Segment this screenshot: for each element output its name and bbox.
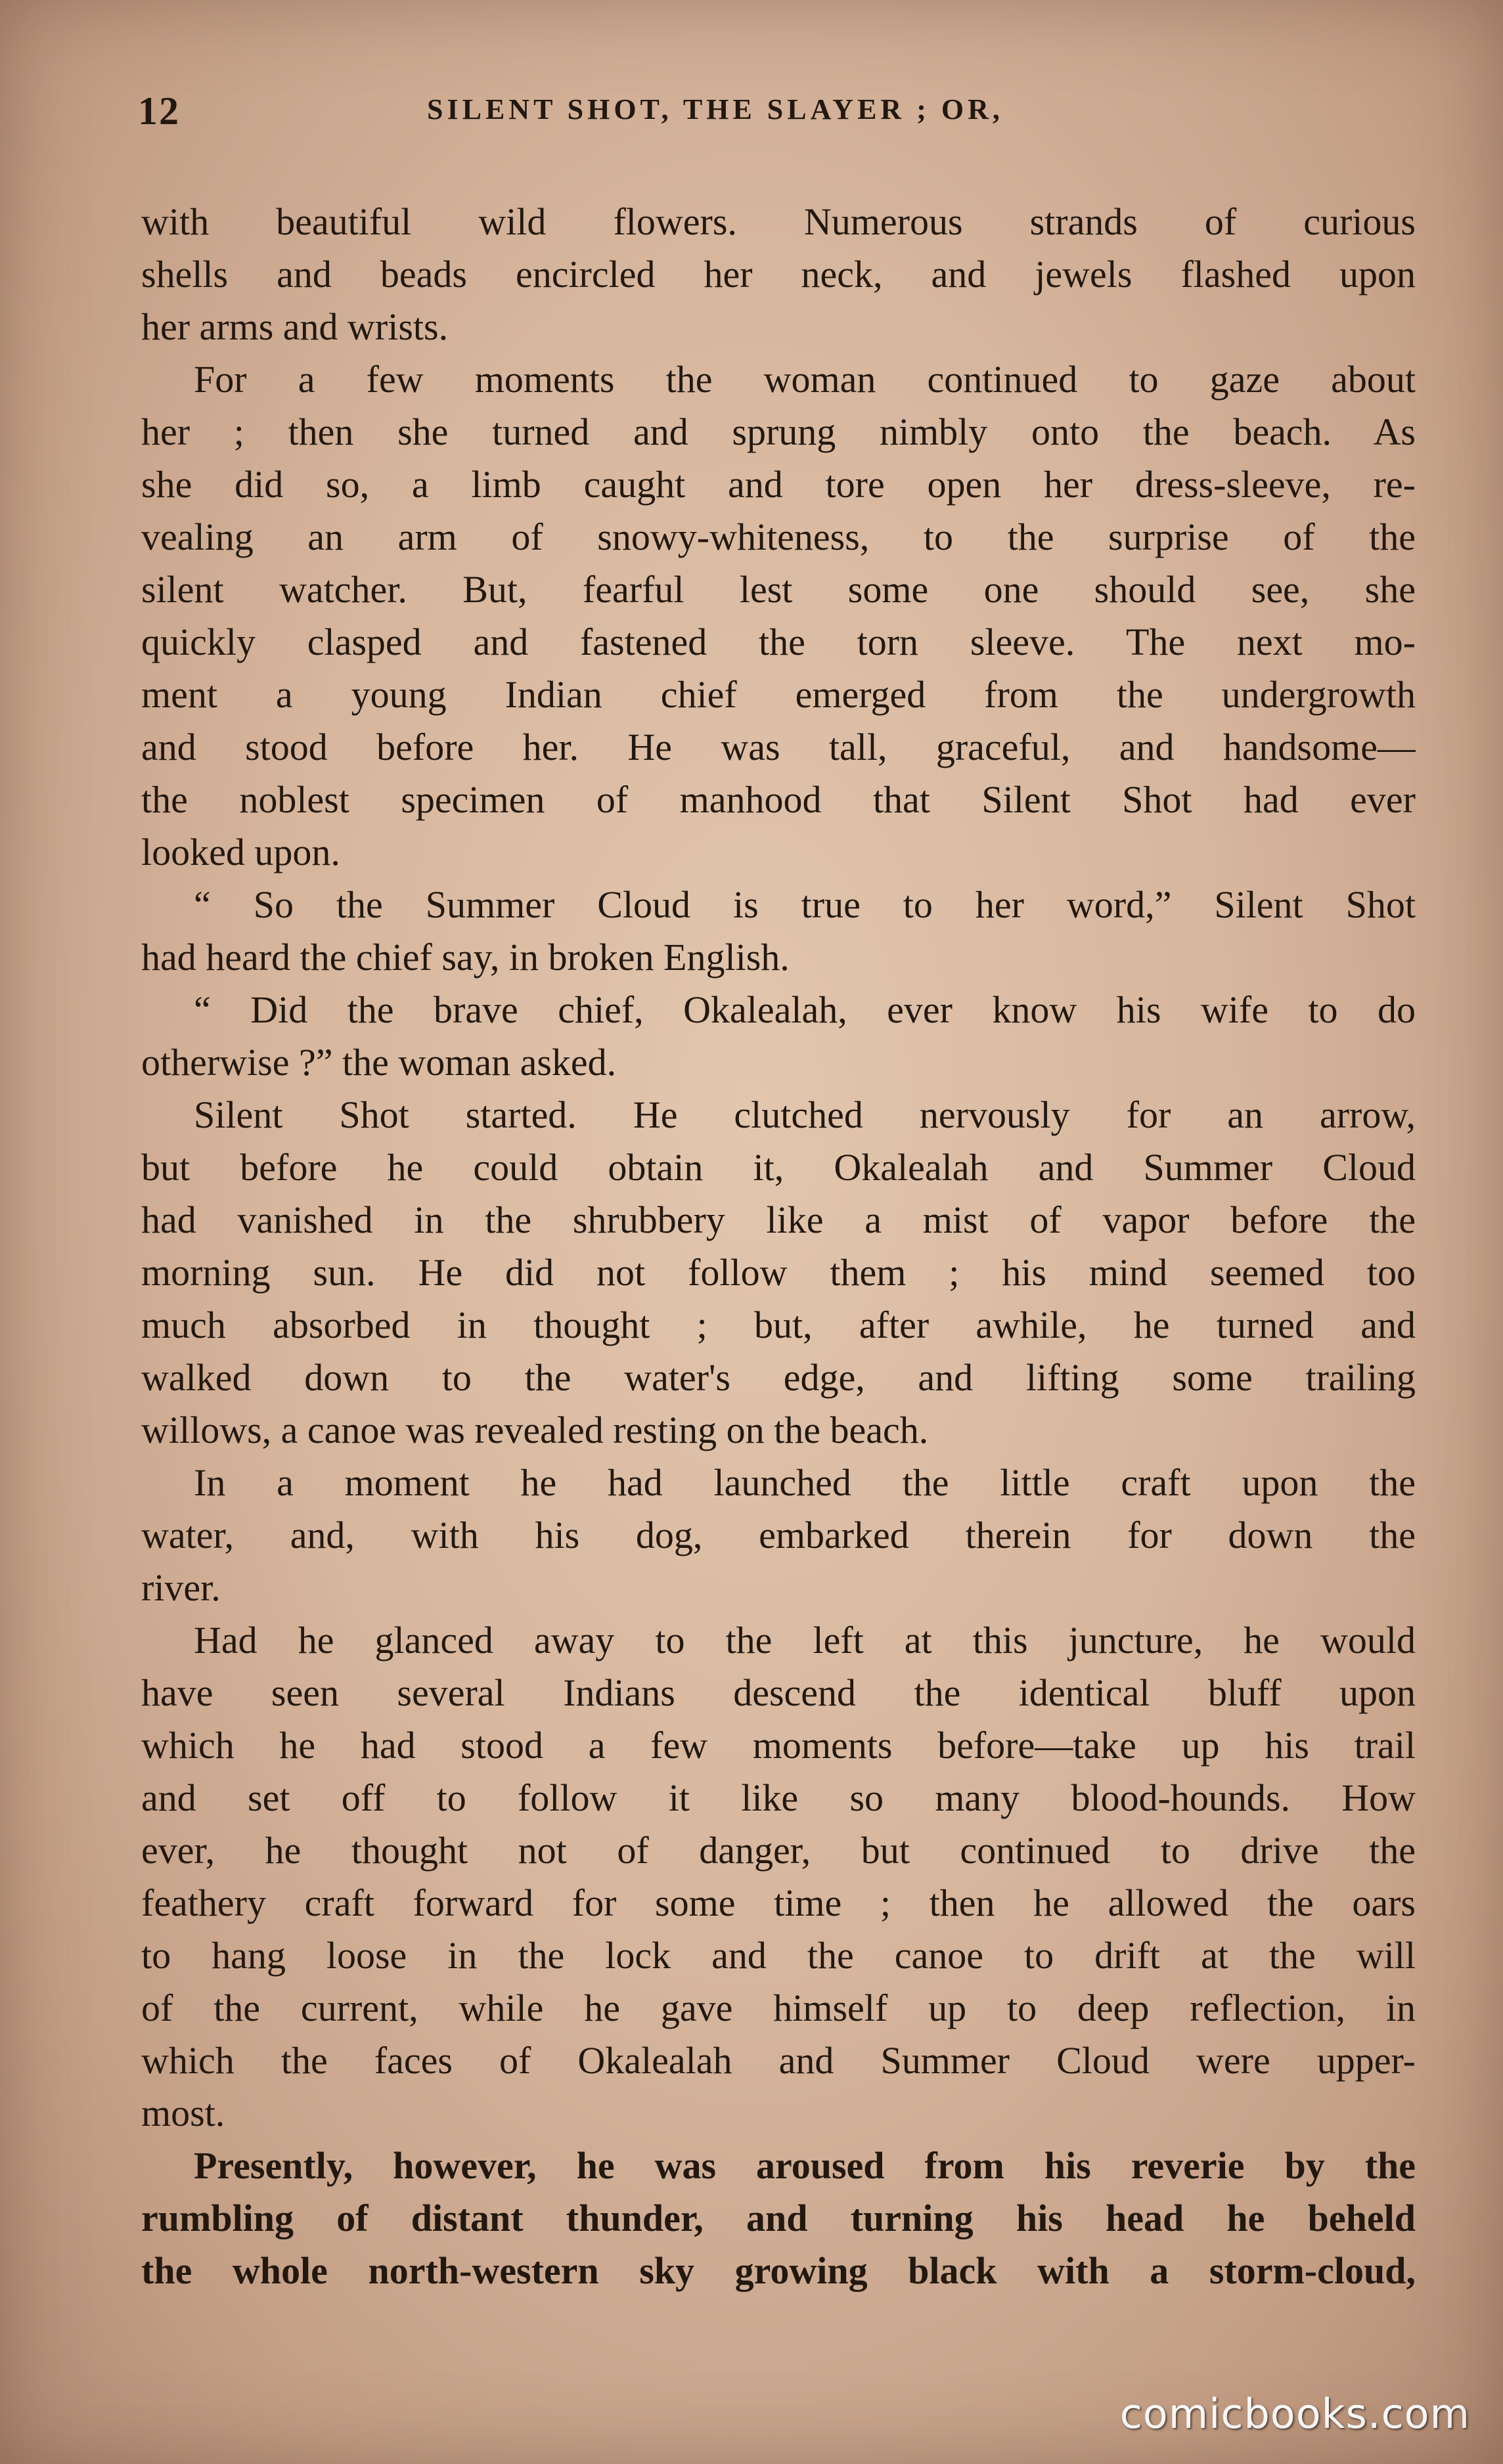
text-line: Silent Shot started. He clutched nervously for an arrow, — [194, 1093, 1416, 1136]
text-line: quickly clasped and fastened the torn sleeve. The next mo- — [141, 621, 1416, 663]
text-line: the noblest specimen of manhood that Silent Shot had ever — [141, 778, 1416, 821]
text-line: water, and, with his dog, embarked therein for down the — [141, 1514, 1416, 1556]
text-line: her ; then she turned and sprung nimbly onto the beach. As — [141, 410, 1416, 453]
page-number: 12 — [138, 89, 180, 133]
text-line: looked upon. — [141, 831, 340, 873]
text-line: Presently, however, he was aroused from his reverie by the — [194, 2144, 1416, 2187]
watermark: comicbooks.com — [1119, 2390, 1470, 2438]
body-text — [141, 196, 1416, 2297]
text-line: her arms and wrists. — [141, 305, 449, 348]
text-line: most. — [141, 2092, 225, 2134]
running-head: SILENT SHOT, THE SLAYER ; OR, — [427, 93, 1004, 125]
text-line: the whole north-western sky growing black with a storm-cloud, — [141, 2249, 1416, 2292]
text-line: much absorbed in thought ; but, after awhile, he turned and — [141, 1304, 1416, 1346]
text-line: feathery craft forward for some time ; then he allowed the oars — [141, 1881, 1416, 1924]
text-line: had heard the chief say, in broken English. — [141, 936, 790, 979]
text-line: shells and beads encircled her neck, and jewels flashed upon — [141, 253, 1416, 296]
page-header — [138, 89, 1419, 141]
text-line: For a few moments the woman continued to gaze about — [194, 358, 1416, 401]
text-line: which he had stood a few moments before—take up his trail — [141, 1724, 1416, 1767]
text-line: silent watcher. But, fearful lest some one should see, she — [141, 568, 1416, 611]
text-line: which the faces of Okalealah and Summer Cloud were upper- — [141, 2039, 1416, 2082]
text-line: “ Did the brave chief, Okalealah, ever know his wife to do — [194, 988, 1416, 1031]
text-line: Had he glanced away to the left at this juncture, he would — [194, 1619, 1416, 1661]
text-line: ever, he thought not of danger, but continued to drive the — [141, 1829, 1416, 1872]
text-line: walked down to the water's edge, and lifting some trailing — [141, 1356, 1416, 1399]
text-line: she did so, a limb caught and tore open her dress-sleeve, re- — [141, 463, 1416, 506]
text-line: ment a young Indian chief emerged from the undergrowth — [141, 673, 1416, 716]
text-line: have seen several Indians descend the identical bluff upon — [141, 1671, 1416, 1714]
text-line: vealing an arm of snowy-whiteness, to the surprise of the — [141, 516, 1416, 558]
text-line: otherwise ?” the woman asked. — [141, 1041, 617, 1084]
text-line: and set off to follow it like so many blood-hounds. How — [141, 1776, 1416, 1819]
text-line: In a moment he had launched the little craft upon the — [194, 1461, 1416, 1504]
text-line: of the current, while he gave himself up to deep reflection, in — [141, 1987, 1416, 2029]
text-line: and stood before her. He was tall, graceful, and handsome— — [141, 726, 1416, 768]
text-line: “ So the Summer Cloud is true to her word,” Silent Shot — [194, 883, 1416, 926]
text-line: but before he could obtain it, Okalealah and Summer Cloud — [141, 1146, 1416, 1189]
text-line: to hang loose in the lock and the canoe to drift at the will — [141, 1934, 1416, 1977]
text-line: river. — [141, 1566, 221, 1609]
text-line: with beautiful wild flowers. Numerous strands of curious — [141, 200, 1416, 243]
text-line: willows, a canoe was revealed resting on the beach. — [141, 1409, 929, 1451]
text-line: rumbling of distant thunder, and turning his head he beheld — [141, 2197, 1416, 2239]
text-line: had vanished in the shrubbery like a mist of vapor before the — [141, 1199, 1416, 1241]
text-line: morning sun. He did not follow them ; his mind seemed too — [141, 1251, 1416, 1294]
